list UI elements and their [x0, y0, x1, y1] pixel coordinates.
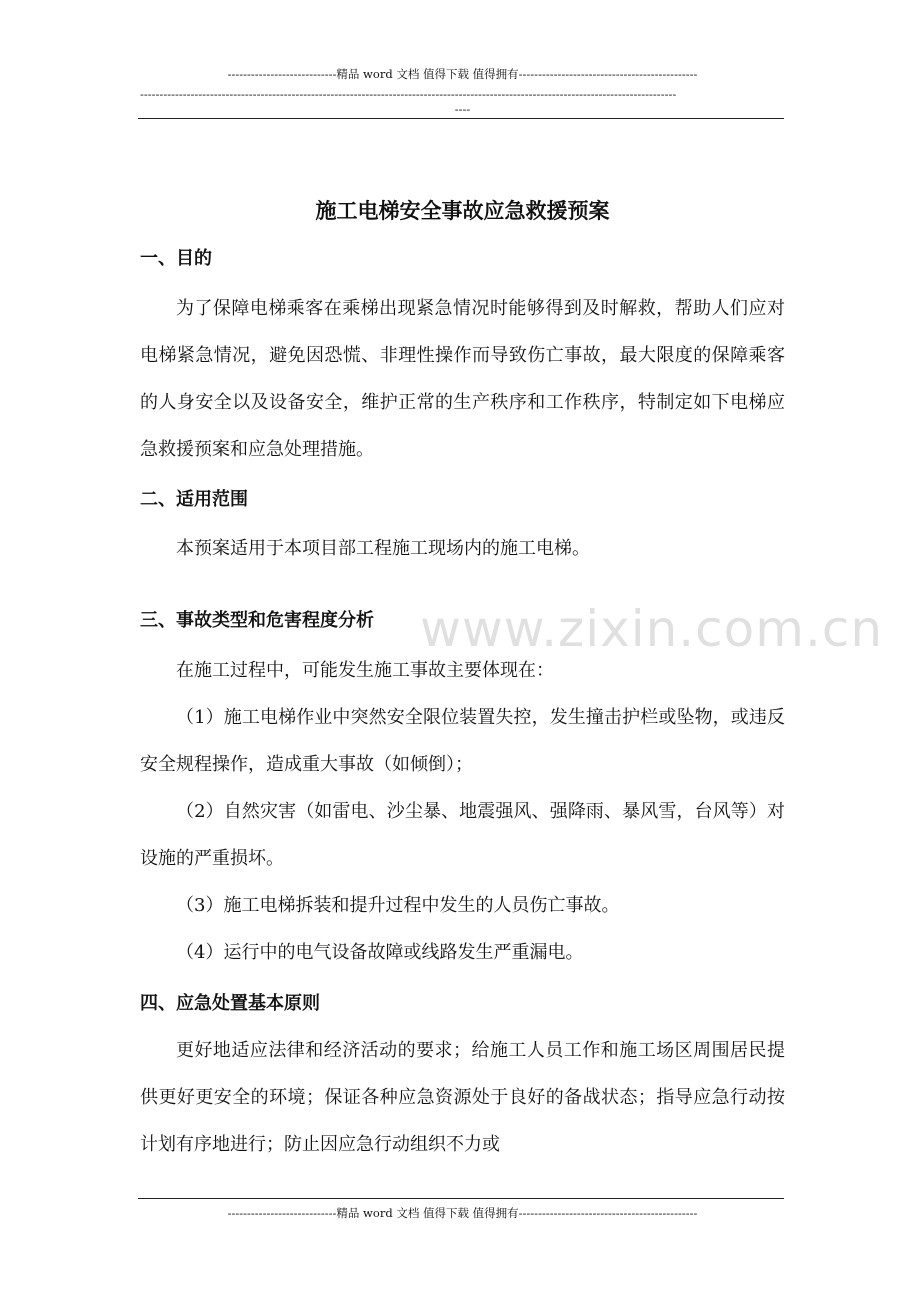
section-heading-accident-types: 三、事故类型和危害程度分析 [140, 610, 374, 631]
paragraph-accident-intro: 在施工过程中，可能发生施工事故主要体现在： [176, 660, 554, 681]
header-banner: ----------------------------精品 word 文档 值得下载 值得拥有---------------------------------------------- [227, 67, 698, 81]
footer-rule [138, 1198, 784, 1199]
paragraph-purpose: 为了保障电梯乘客在乘梯出现紧急情况时能够得到及时解救，帮助人们应对电梯紧急情况，避免因恐慌、非理性操作而导致伤亡事故，最大限度的保障乘客的人身安全以及设备安全，维护正常的生产秩序和工作秩序，特制定如下电梯应急救援预案和应急处理措施。 [140, 298, 785, 460]
list-item-accident-3: （3）施工电梯拆装和提升过程中发生的人员伤亡事故。 [176, 895, 620, 916]
header-dash-tail: ---- [454, 102, 471, 116]
footer-banner: ----------------------------精品 word 文档 值得下载 值得拥有---------------------------------------------- [227, 1206, 698, 1220]
list-item-accident-4: （4）运行中的电气设备故障或线路发生严重漏电。 [176, 942, 584, 963]
paragraph-principles: 更好地适应法律和经济活动的要求；给施工人员工作和施工场区周围居民提供更好更安全的环境；保证各种应急资源处于良好的备战状态；指导应急行动按计划有序地进行；防止因应急行动组织不力或 [140, 1040, 785, 1155]
document-title: 施工电梯安全事故应急救援预案 [315, 198, 610, 223]
list-item-accident-2: （2）自然灾害（如雷电、沙尘暴、地震强风、强降雨、暴风雪，台风等）对设施的严重损坏。 [140, 801, 785, 869]
paragraph-scope: 本预案适用于本项目部工程施工现场内的施工电梯。 [176, 538, 590, 559]
section-heading-principles: 四、应急处置基本原则 [140, 993, 320, 1014]
list-item-accident-1: （1）施工电梯作业中突然安全限位装置失控，发生撞击护栏或坠物，或违反安全规程操作，造成重大事故（如倾倒）； [140, 707, 785, 775]
watermark-logo: www.zixin.com.cn [420, 600, 884, 658]
header-dash-line: ------------------------------------------------------------------------------------------------------------------------------------------ [140, 87, 677, 101]
section-heading-scope: 二、适用范围 [140, 489, 248, 510]
section-heading-purpose: 一、目的 [140, 248, 212, 269]
header-rule [138, 118, 784, 119]
